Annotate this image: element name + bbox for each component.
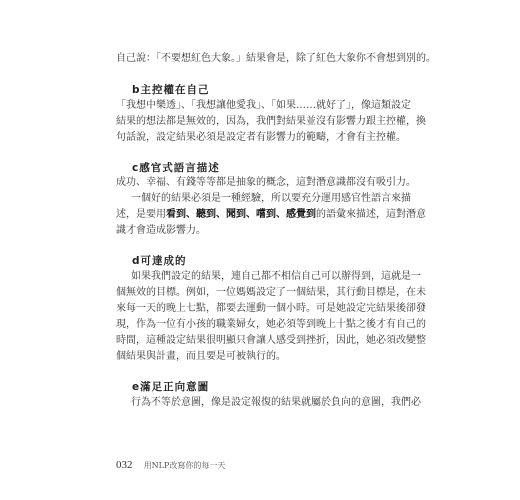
- paragraph-text: 的語彙來描述，這對潛意: [316, 209, 426, 220]
- paragraph-line: 句話說，設定結果必須是設定者有影響力的範疇，才會有主控權。: [116, 132, 406, 143]
- section-heading-c: c感官式語言描述: [132, 162, 220, 174]
- paragraph-line: 時間，這種設定結果很明顯只會讓人感受到挫折，因此，她必須改變整: [116, 335, 426, 346]
- running-title: 用NLP改寫你的每一天: [143, 461, 226, 470]
- paragraph-line: 行為不等於意圖，像是設定報復的結果就屬於負向的意圖，我們必: [131, 397, 421, 408]
- paragraph-line: 自己說：「不要想紅色大象。」結果會是，除了紅色大象你不會想到別的。: [116, 53, 436, 64]
- paragraph-line: 一個好的結果必須是一種經驗，所以要充分運用感官性語言來描: [131, 193, 411, 204]
- paragraph-line: 「我想中樂透」、「我想讓他愛我」、「如果……就好了」，像這類設定: [116, 100, 411, 111]
- paragraph-text: 述，是要用: [116, 209, 166, 220]
- paragraph-line: 識才會造成影響力。: [116, 225, 206, 236]
- section-heading-b: b主控權在自己: [132, 84, 210, 96]
- section-heading-e: e滿足正向意圖: [132, 381, 210, 393]
- paragraph-line: 成功、幸福、有錢等等都是抽象的概念，這對潛意識都沒有吸引力。: [116, 177, 416, 188]
- paragraph-line: 個結果與計畫，而且要是可被執行的。: [116, 351, 286, 362]
- page-number: 032: [116, 459, 133, 471]
- paragraph-line: 如果我們設定的結果，連自己都不相信自己可以辦得到，這就是一: [131, 271, 421, 282]
- paragraph-line: 個無效的目標。例如，一位媽媽設定了一個結果，其行動目標是，在未: [116, 287, 426, 298]
- paragraph-line: 來每一天的晚上七點，都要去運動一個小時。可是她設定完結果後卻發: [116, 303, 426, 314]
- paragraph-line: 結果的想法都是無效的，因為，我們對結果並沒有影響力跟主控權，換: [116, 116, 426, 127]
- paragraph-line: [116, 208, 426, 222]
- page-footer: [116, 459, 225, 471]
- sense-words: 看到、聽到、聞到、嚐到、感覺到: [166, 209, 316, 220]
- paragraph-line: 現，作為一位有小孩的職業婦女，她必須等到晚上十點之後才有自己的: [116, 319, 426, 330]
- section-heading-d: d可達成的: [132, 255, 187, 267]
